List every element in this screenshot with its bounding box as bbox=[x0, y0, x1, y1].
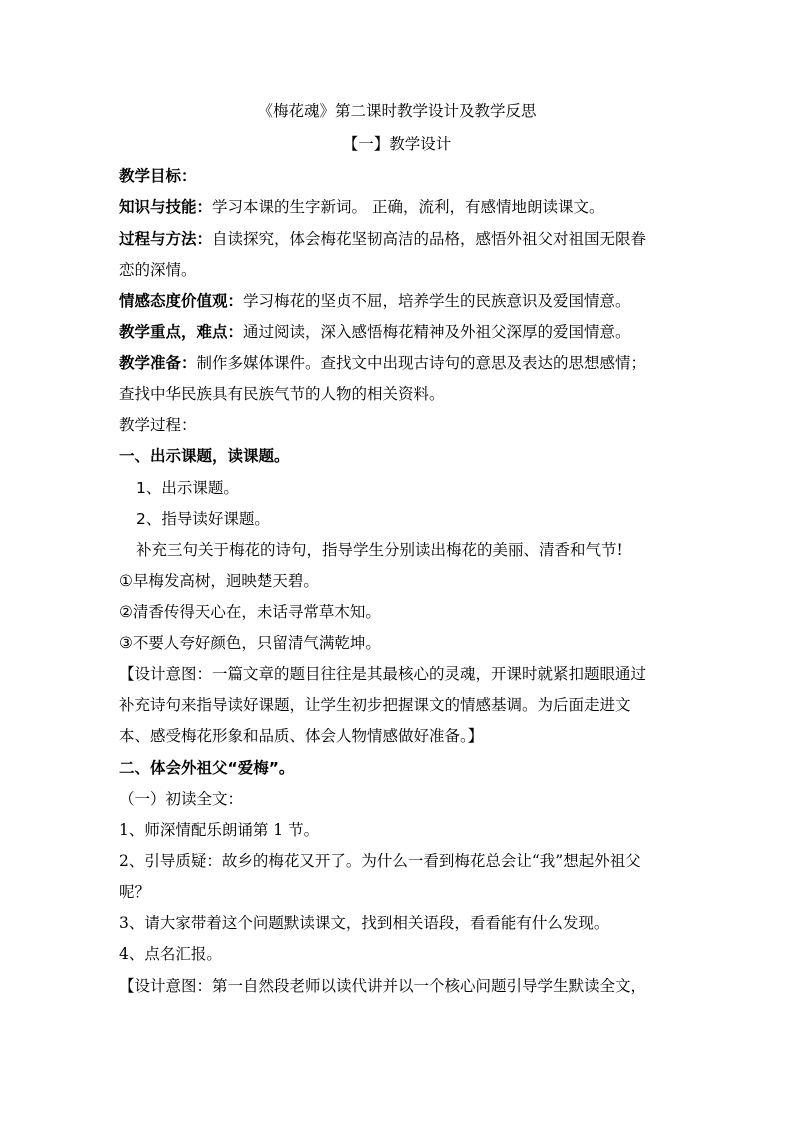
supplement-text: 补充三句关于梅花的诗句，指导学生分别读出梅花的美丽、清香和气节! bbox=[136, 541, 623, 559]
poem-3: ③不要人夸好颜色，只留清气满乾坤。 bbox=[119, 634, 381, 652]
item-3: 3、请大家带着这个问题默读课文，找到相关语段，看看能有什么发现。 bbox=[119, 914, 610, 932]
poem-2: ②清香传得天心在，未话寻常草木知。 bbox=[119, 603, 381, 621]
preparation-label: 教学准备： bbox=[119, 354, 197, 372]
keypoints-line bbox=[119, 322, 631, 342]
knowledge-label: 知识与技能： bbox=[119, 198, 213, 216]
section-title: 【一】教学设计 bbox=[342, 135, 452, 153]
process-heading: 教学过程： bbox=[119, 416, 197, 434]
emotion-text: 学习梅花的坚贞不屈，培养学生的民族意识及爱国情意。 bbox=[243, 292, 631, 310]
knowledge-text: 学习本课的生字新词。 正确，流利，有感情地朗读课文。 bbox=[212, 198, 605, 216]
process-text: 自读探究，体会梅花坚韧高洁的品格，感悟外祖父对祖国无限眷 bbox=[212, 230, 647, 248]
emotion-line bbox=[119, 291, 631, 311]
keypoints-text: 通过阅读，深入感悟梅花精神及外祖父深厚的爱国情意。 bbox=[243, 323, 631, 341]
design-intent-2-line1: 【设计意图：第一自然段老师以读代讲并以一个核心问题引导学生默读全文， bbox=[119, 977, 647, 995]
item-2: 2、引导质疑：故乡的梅花又开了。为什么一看到梅花总会让“我”想起外祖父 bbox=[119, 852, 641, 870]
preparation-line bbox=[119, 353, 646, 373]
item-2-cont: 呢？ bbox=[119, 883, 151, 901]
design-intent-1-line3: 本、感受梅花形象和品质、体会人物情感做好准备。】 bbox=[119, 727, 484, 745]
step1-2: 2、指导读好课题。 bbox=[136, 510, 270, 528]
item-1: 1、师深情配乐朗诵第 1 节。 bbox=[119, 821, 320, 839]
item-4: 4、点名汇报。 bbox=[119, 945, 222, 963]
preparation-text-cont: 查找中华民族具有民族气节的人物的相关资料。 bbox=[119, 385, 445, 403]
step1-1: 1、出示课题。 bbox=[136, 479, 239, 497]
keypoints-label: 教学重点，难点： bbox=[119, 323, 244, 341]
part1-heading: 一、出示课题，读课题。 bbox=[119, 447, 290, 465]
process-label: 过程与方法： bbox=[119, 230, 213, 248]
process-line bbox=[119, 229, 646, 249]
design-intent-1-line1: 【设计意图：一篇文章的题目往往是其最核心的灵魂，开课时就紧扣题眼通过 bbox=[119, 665, 647, 683]
process-text-cont: 恋的深情。 bbox=[119, 261, 197, 279]
design-intent-1-line2: 补充诗句来指导读好课题，让学生初步把握课文的情感基调。为后面走进文 bbox=[119, 696, 631, 714]
poem-1: ①早梅发高树，迥映楚天碧。 bbox=[119, 572, 319, 590]
emotion-label: 情感态度价值观： bbox=[119, 292, 244, 310]
sub-heading-1: （一）初读全文： bbox=[119, 790, 244, 808]
knowledge-line bbox=[119, 197, 604, 217]
preparation-text: 制作多媒体课件。查找文中出现古诗句的意思及表达的思想感情； bbox=[196, 354, 647, 372]
document-title: 《梅花魂》第二课时教学设计及教学反思 bbox=[257, 102, 537, 120]
part2-heading: 二、体会外祖父“爱梅”。 bbox=[119, 759, 295, 777]
objectives-heading: 教学目标： bbox=[119, 167, 197, 185]
